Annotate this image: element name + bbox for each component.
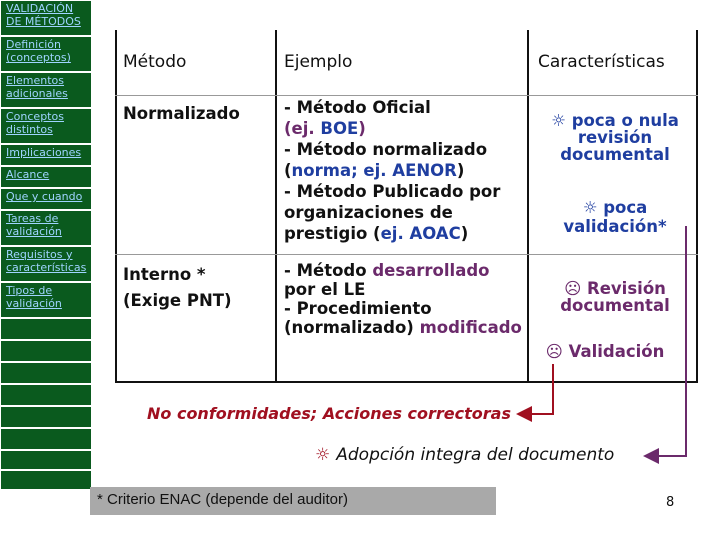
sidebar-item-conceptos[interactable]: Conceptos distintos [0, 108, 92, 144]
gear-icon: ☼ [315, 445, 331, 465]
header-ejemplo: Ejemplo [284, 52, 353, 72]
sidebar-item-que-y-cuando[interactable]: Que y cuando [0, 188, 92, 210]
header-metodo: Método [123, 52, 187, 72]
gear-icon: ☼ [551, 111, 566, 130]
row2-char1-text: Revisión documental [560, 279, 670, 315]
row1-ejemplo-line: organizaciones de [284, 203, 453, 222]
row1-ejemplo-line: - Método normalizado [284, 140, 488, 159]
row1-char2-text: poca validación* [563, 198, 667, 236]
row2-ejemplo-line: - Método desarrollado por el LE [284, 261, 490, 299]
sidebar-item-definicion[interactable]: Definición (conceptos) [0, 36, 92, 72]
row1-ejemplo-line: - Método Oficial [284, 98, 431, 117]
sidebar-item-tareas[interactable]: Tareas de validación [0, 210, 92, 246]
row2-metodo-line1: Interno * [123, 265, 206, 284]
adopcion-text: Adopción integra del documento [336, 445, 615, 465]
page-number: 8 [666, 495, 675, 510]
footer-criterio: * Criterio ENAC (depende del auditor) [97, 491, 348, 508]
gear-icon: ☼ [582, 198, 598, 217]
sidebar-item-implicaciones[interactable]: Implicaciones [0, 144, 92, 166]
row2-ejemplo-line: (normalizado) modificado [284, 318, 522, 337]
row1-char1-text: poca o nula revisión documental [560, 111, 679, 164]
row2-char2-text: Validación [568, 342, 665, 361]
row2-metodo-line2: (Exige PNT) [123, 291, 232, 310]
row1-ejemplo-line: - Método Publicado por [284, 182, 501, 201]
sidebar-item-alcance[interactable]: Alcance [0, 166, 92, 188]
sidebar-item-requisitos[interactable]: Requisitos y características [0, 246, 92, 282]
arrow-to-adopcion [645, 226, 686, 456]
face-icon: ☹ [564, 279, 582, 298]
row1-metodo: Normalizado [123, 104, 240, 123]
sidebar-item-validacion[interactable]: VALIDACIÓN DE MÉTODOS [0, 0, 92, 36]
row1-ejemplo-line: (norma; ej. AENOR) [284, 161, 465, 180]
no-conformidades-note: No conformidades; Acciones correctoras [147, 404, 511, 423]
row2-ejemplo-line: - Procedimiento [284, 299, 432, 318]
row1-ejemplo-line: (ej. BOE) [284, 119, 366, 138]
sidebar-item-elementos[interactable]: Elementos adicionales [0, 72, 92, 108]
face-icon: ☹ [545, 342, 563, 361]
row1-ejemplo-line: prestigio (ej. AOAC) [284, 224, 469, 243]
arrow-to-no-conformidades [518, 364, 553, 414]
header-caracteristicas: Características [538, 52, 665, 72]
sidebar-item-tipos[interactable]: Tipos de validación [0, 282, 92, 318]
